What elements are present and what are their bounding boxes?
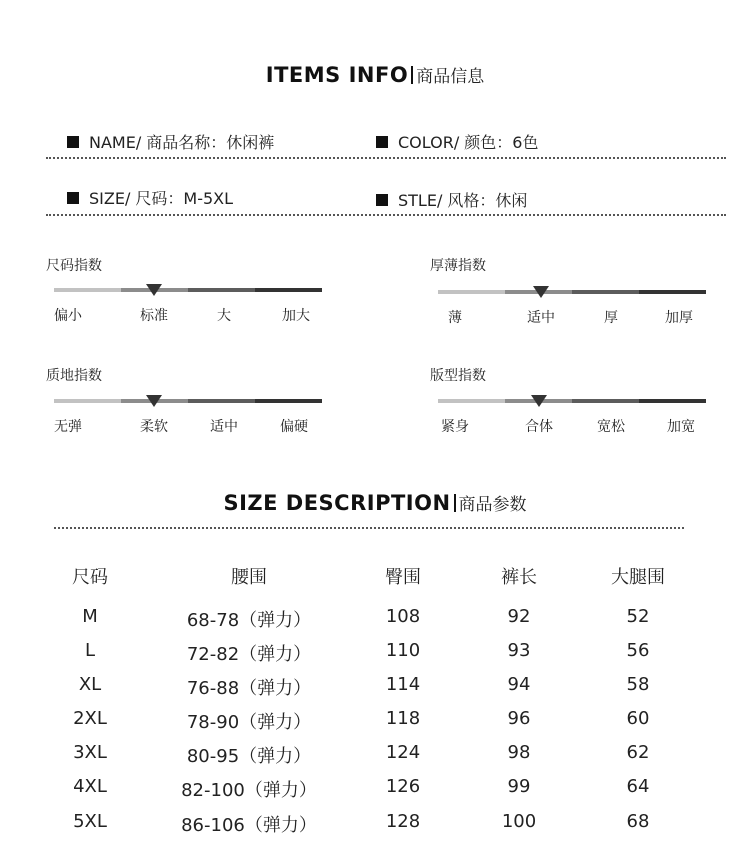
table-cell: 76-88（弹力） [186, 678, 312, 699]
index-tick-label: 紧身 [441, 419, 469, 435]
index-bar-segment [639, 290, 706, 294]
index-label: 厚薄指数 [430, 258, 486, 274]
index-label: 尺码指数 [46, 258, 102, 274]
title-separator [454, 494, 456, 512]
index-bar-segment [188, 288, 255, 292]
index-bar [54, 288, 322, 292]
table-cell: 80-95（弹力） [186, 746, 312, 767]
dotted-divider [54, 527, 684, 529]
index-bar-segment [188, 399, 255, 403]
dotted-divider [46, 157, 726, 159]
index-tick-label: 合体 [525, 419, 553, 435]
table-cell: 94 [507, 674, 531, 695]
table-cell: 86-106（弹力） [181, 815, 317, 836]
index-bar-segment [438, 399, 505, 403]
index-tick-label: 薄 [448, 310, 462, 326]
table-cell: 110 [385, 640, 421, 661]
table-cell: 78-90（弹力） [186, 712, 312, 733]
indicator-triangle-icon [533, 286, 549, 298]
table-cell: 126 [385, 776, 421, 797]
index-label: 质地指数 [46, 368, 102, 384]
table-cell: 64 [626, 776, 650, 797]
info-field-style: STLE/ 风格：休闲 [376, 188, 527, 211]
table-cell: 4XL [73, 776, 107, 797]
indicator-triangle-icon [146, 284, 162, 296]
info-field-name: NAME/ 商品名称：休闲裤 [67, 130, 274, 153]
index-tick-label: 偏小 [54, 308, 82, 324]
indicator-triangle-icon [531, 395, 547, 407]
table-cell: 98 [507, 742, 531, 763]
index-bar [54, 399, 322, 403]
index-tick-label: 柔软 [140, 419, 168, 435]
index-tick-label: 厚 [604, 310, 618, 326]
items-info-title-en: ITEMS INFO [265, 63, 409, 87]
table-cell: 56 [626, 640, 650, 661]
table-cell: 82-100（弹力） [181, 780, 317, 801]
index-bar-segment [255, 288, 322, 292]
size-description-title [0, 490, 750, 515]
table-header-cell: 裤长 [501, 567, 537, 588]
table-cell: 93 [507, 640, 531, 661]
size-description-title-cn: 商品参数 [458, 495, 527, 515]
table-cell: 108 [385, 606, 421, 627]
info-field-color: COLOR/ 颜色：6色 [376, 130, 538, 153]
index-tick-label: 无弹 [54, 419, 82, 435]
table-header-cell: 尺码 [72, 567, 108, 588]
index-bar [438, 399, 706, 403]
table-cell: 100 [501, 811, 537, 832]
table-cell: 92 [507, 606, 531, 627]
table-header-cell: 臀围 [385, 567, 421, 588]
table-cell: 58 [626, 674, 650, 695]
table-cell: 118 [385, 708, 421, 729]
table-cell: 5XL [73, 811, 107, 832]
index-tick-label: 标准 [140, 308, 168, 324]
table-cell: 114 [385, 674, 421, 695]
items-info-title [0, 62, 750, 87]
table-cell: 99 [507, 776, 531, 797]
table-cell: 68-78（弹力） [186, 610, 312, 631]
table-cell: 3XL [73, 742, 107, 763]
index-tick-label: 适中 [210, 419, 238, 435]
table-cell: 60 [626, 708, 650, 729]
index-bar-segment [572, 399, 639, 403]
title-separator [411, 66, 413, 84]
table-cell: 96 [507, 708, 531, 729]
table-cell: 52 [626, 606, 650, 627]
index-bar-segment [54, 288, 121, 292]
index-bar-segment [255, 399, 322, 403]
table-cell: 72-82（弹力） [186, 644, 312, 665]
index-bar-segment [572, 290, 639, 294]
index-bar-segment [438, 290, 505, 294]
square-bullet-icon [67, 136, 79, 148]
index-tick-label: 宽松 [597, 419, 625, 435]
square-bullet-icon [376, 136, 388, 148]
index-tick-label: 加宽 [667, 419, 695, 435]
index-tick-label: 加大 [282, 308, 310, 324]
info-field-size: SIZE/ 尺码：M-5XL [67, 186, 233, 209]
items-info-title-cn: 商品信息 [416, 67, 485, 87]
size-description-title-en: SIZE DESCRIPTION [223, 491, 451, 515]
index-tick-label: 大 [217, 308, 231, 324]
index-bar-segment [54, 399, 121, 403]
indicator-triangle-icon [146, 395, 162, 407]
table-cell: XL [78, 674, 102, 695]
index-tick-label: 加厚 [665, 310, 693, 326]
index-bar [438, 290, 706, 294]
index-tick-label: 偏硬 [280, 419, 308, 435]
table-cell: 62 [626, 742, 650, 763]
table-header-cell: 大腿围 [611, 567, 665, 588]
square-bullet-icon [376, 194, 388, 206]
table-cell: L [84, 640, 96, 661]
table-cell: M [82, 606, 98, 627]
index-bar-segment [639, 399, 706, 403]
table-cell: 68 [626, 811, 650, 832]
table-cell: 124 [385, 742, 421, 763]
table-header-cell: 腰围 [231, 567, 267, 588]
index-tick-label: 适中 [527, 310, 555, 326]
table-cell: 128 [385, 811, 421, 832]
table-cell: 2XL [73, 708, 107, 729]
index-label: 版型指数 [430, 368, 486, 384]
square-bullet-icon [67, 192, 79, 204]
dotted-divider [46, 214, 726, 216]
